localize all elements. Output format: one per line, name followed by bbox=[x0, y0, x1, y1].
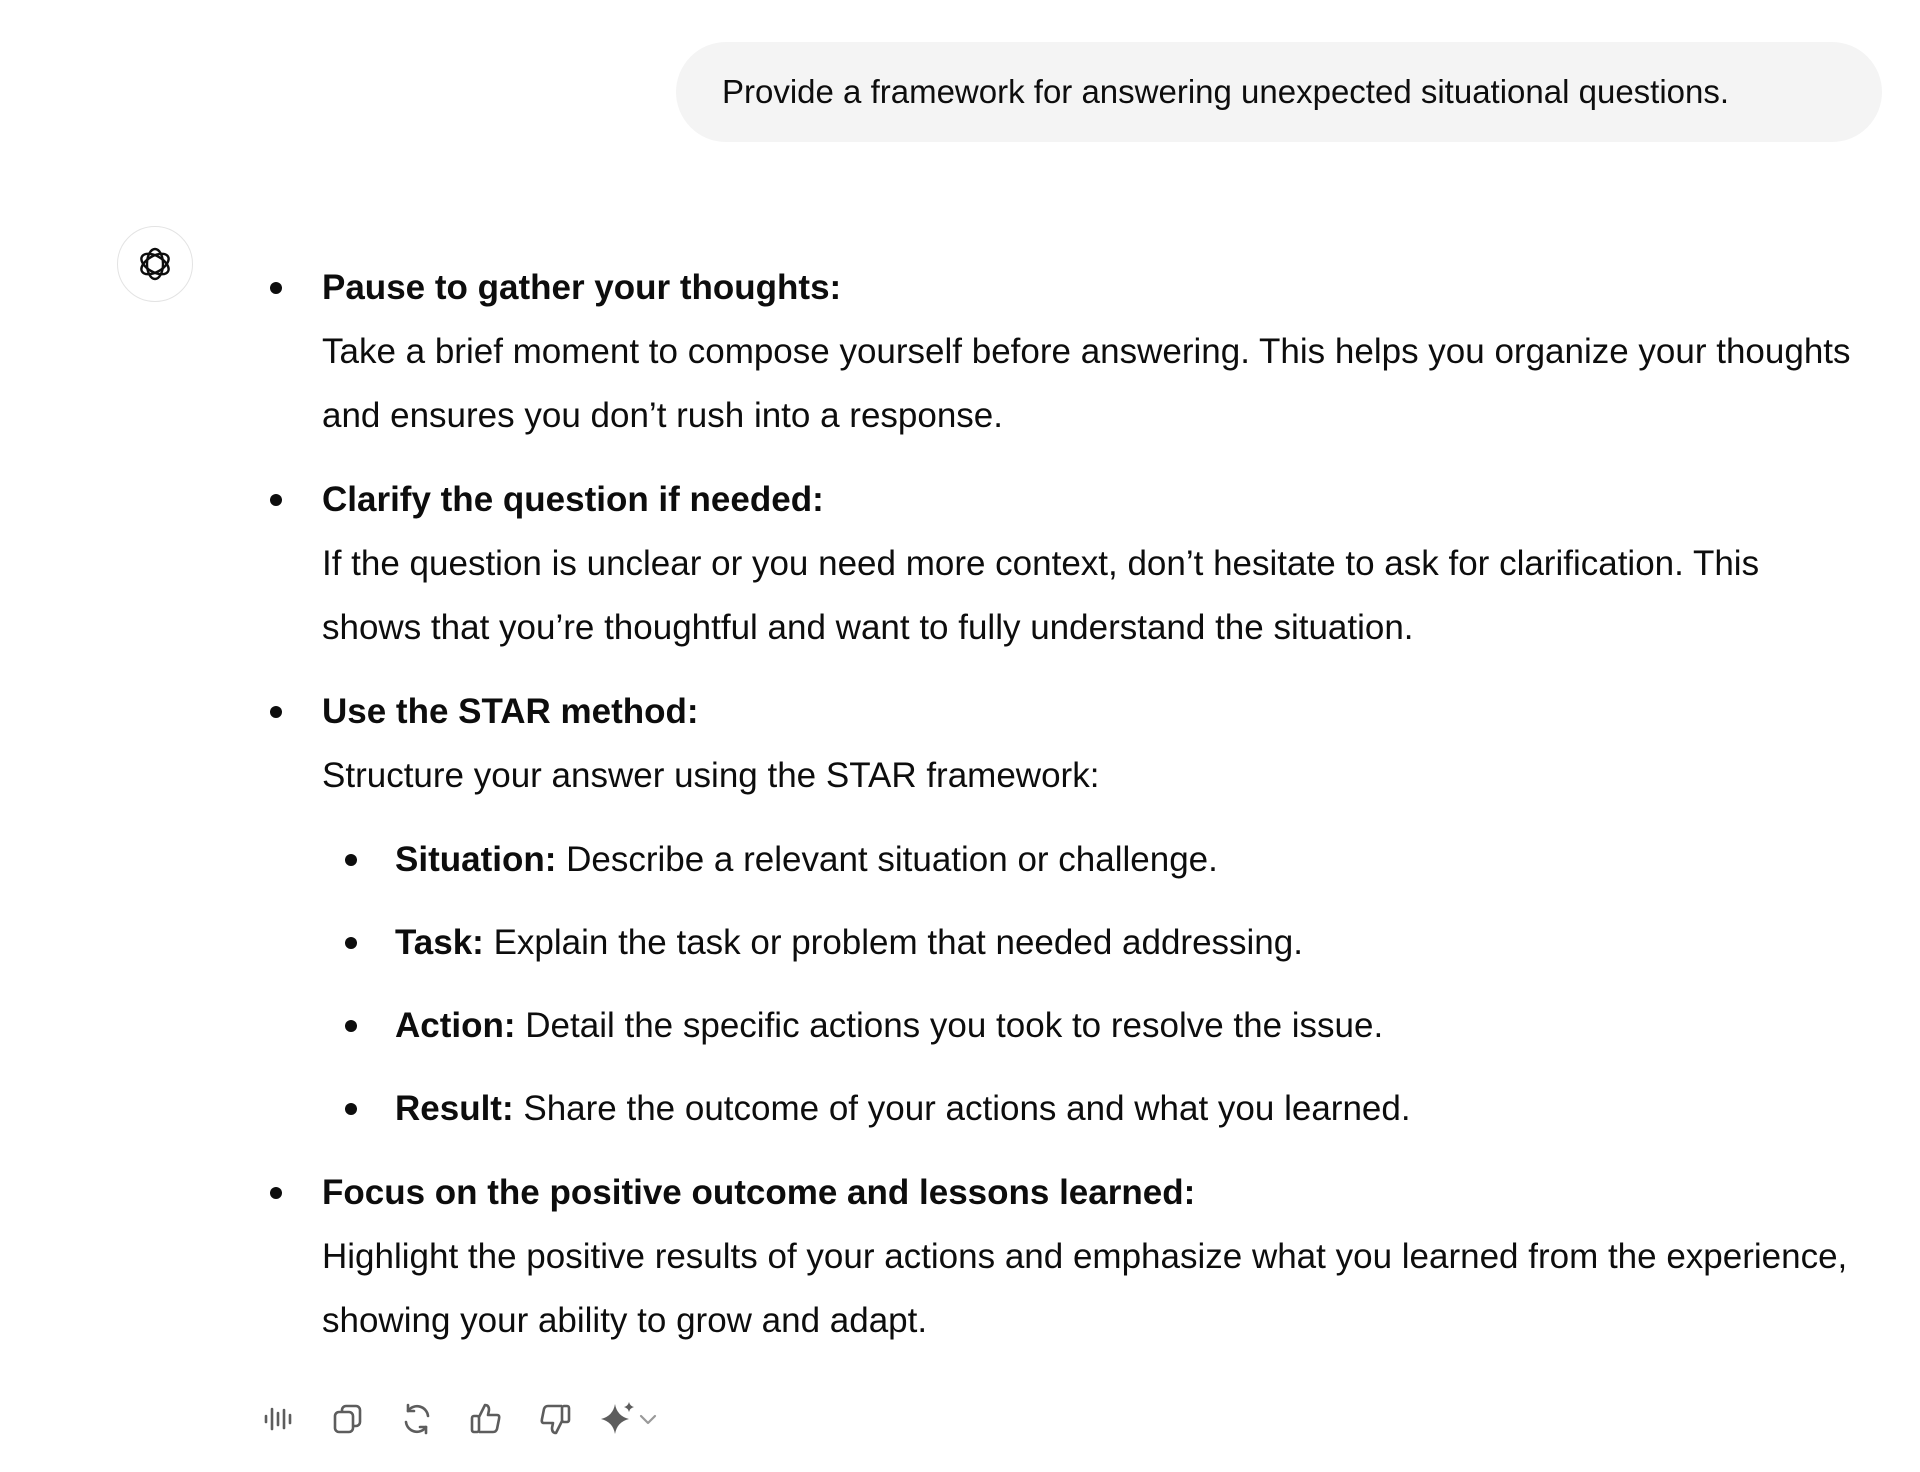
bullet-icon bbox=[270, 1187, 282, 1199]
sub-item-text: Detail the specific actions you took to resolve the issue. bbox=[515, 1006, 1384, 1045]
chevron-down-icon bbox=[637, 1408, 659, 1430]
user-message-text: Provide a framework for answering unexpected situational questions. bbox=[722, 73, 1730, 110]
bullet-icon bbox=[270, 494, 282, 506]
regenerate-icon bbox=[399, 1401, 435, 1437]
item-title: Focus on the positive outcome and lessons learned: bbox=[322, 1173, 1196, 1212]
star-sub-list bbox=[322, 828, 1862, 1141]
list-item bbox=[322, 468, 1862, 660]
bullet-icon bbox=[345, 854, 357, 866]
sub-list-item bbox=[395, 1077, 1862, 1141]
sub-item-text: Share the outcome of your actions and what you learned. bbox=[513, 1089, 1411, 1128]
list-item bbox=[322, 256, 1862, 448]
assistant-response bbox=[322, 256, 1862, 1373]
item-description: Highlight the positive results of your actions and emphasize what you learned from the experience, showing your ability to grow and adapt. bbox=[322, 1237, 1848, 1340]
read-aloud-icon bbox=[261, 1401, 297, 1437]
sparkle-model-icon bbox=[599, 1400, 637, 1438]
sub-item-text: Explain the task or problem that needed addressing. bbox=[483, 923, 1303, 962]
sub-item-term: Task: bbox=[395, 923, 484, 962]
openai-logo-icon bbox=[133, 242, 177, 286]
list-item bbox=[322, 1161, 1862, 1353]
thumbs-up-icon bbox=[468, 1401, 504, 1437]
model-switcher-button[interactable] bbox=[599, 1394, 669, 1444]
item-description: If the question is unclear or you need more context, don’t hesitate to ask for clarification. This shows that you’re thoughtful and want to fully understand the situation. bbox=[322, 544, 1760, 647]
sub-item-term: Situation: bbox=[395, 840, 557, 879]
regenerate-button[interactable] bbox=[392, 1394, 442, 1444]
item-description: Take a brief moment to compose yourself before answering. This helps you organize your thoughts and ensures you don’t rush into a response. bbox=[322, 332, 1851, 435]
bullet-icon bbox=[345, 1020, 357, 1032]
sub-list-item bbox=[395, 828, 1862, 892]
bullet-icon bbox=[270, 282, 282, 294]
sub-list-item bbox=[395, 911, 1862, 975]
thumbs-down-button[interactable] bbox=[530, 1394, 580, 1444]
copy-icon bbox=[330, 1401, 366, 1437]
bullet-icon bbox=[345, 937, 357, 949]
item-title: Pause to gather your thoughts: bbox=[322, 268, 842, 307]
thumbs-down-icon bbox=[537, 1401, 573, 1437]
copy-button[interactable] bbox=[323, 1394, 373, 1444]
sub-item-term: Result: bbox=[395, 1089, 514, 1128]
bullet-icon bbox=[345, 1103, 357, 1115]
assistant-avatar bbox=[117, 226, 193, 302]
message-action-toolbar bbox=[254, 1394, 688, 1444]
list-item bbox=[322, 680, 1862, 1141]
thumbs-up-button[interactable] bbox=[461, 1394, 511, 1444]
sub-list-item bbox=[395, 994, 1862, 1058]
bullet-icon bbox=[270, 706, 282, 718]
item-title: Use the STAR method: bbox=[322, 692, 699, 731]
user-message-bubble bbox=[676, 42, 1882, 142]
sub-item-text: Describe a relevant situation or challenge. bbox=[556, 840, 1218, 879]
item-description: Structure your answer using the STAR framework: bbox=[322, 756, 1100, 795]
sub-item-term: Action: bbox=[395, 1006, 516, 1045]
read-aloud-button[interactable] bbox=[254, 1394, 304, 1444]
item-title: Clarify the question if needed: bbox=[322, 480, 824, 519]
